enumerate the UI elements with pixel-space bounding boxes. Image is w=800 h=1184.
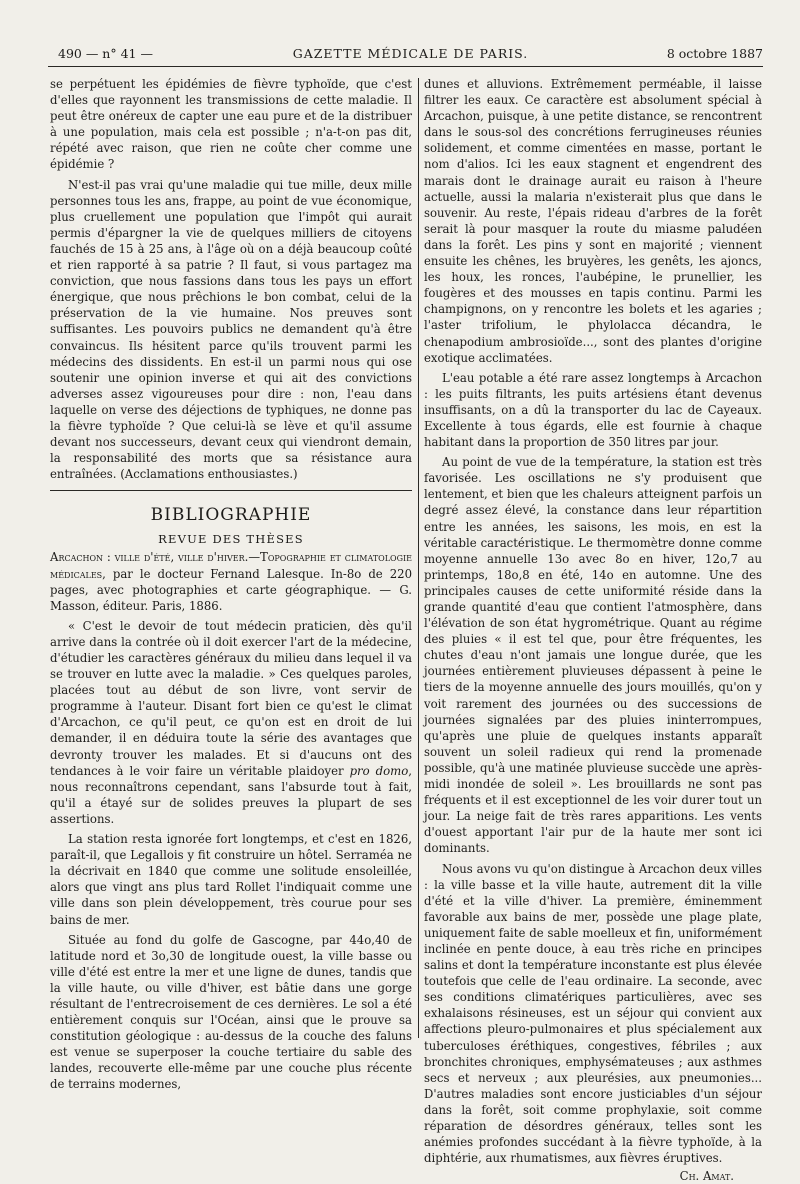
header-rule <box>48 66 763 67</box>
left-column <box>50 76 412 1093</box>
journal-title: GAZETTE MÉDICALE DE PARIS. <box>292 46 529 61</box>
reference-title: Arcachon : ville d'été, ville d'hiver.—Topographie et climatologie médicales, <box>50 550 412 581</box>
page-number: 490 — n° 41 — <box>58 46 153 61</box>
paragraph-italic: pro domo <box>349 763 409 778</box>
column-divider <box>418 78 419 1038</box>
paragraph-text: , nous reconnaîtrons cependant, sans l'absurde tout à fait, qu'il a étayé sur de solides preuves la plupart de ses assertions. <box>50 763 412 826</box>
paragraph: se perpétuent les épidémies de fièvre typhoïde, que c'est d'elles que rayonnent les transmissions de cette maladie. Il peut être onéreux de capter une eau pure et de la distribuer à une population, mais cela est possible ; n'a-t-on pas dit, répété avec raison, que rien ne coûte cher comme une épidémie ? <box>50 77 412 172</box>
paragraph: dunes et alluvions. Extrêmement perméable, il laisse filtrer les eaux. Ce caractère est absolument spécial à Arcachon, puisque, à une petite distance, se rencontrent dans le sous-sol des concrétions ferrugineuses réunies solidement, et comme cimentées en masse, portant le nom d'alios. Ici les eaux stagnent et engendrent des marais dont le drainage aurait eu raison à l'heure actuelle, aussi la malaria n'existerait plus que dans le souvenir. Au reste, l'épais rideau d'arbres de la forêt serait là pour masquer la route du miasme paludéen dans la forêt. Les pins y sont en majorité ; viennent ensuite les chênes, les bruyères, les genêts, les ajoncs, les houx, les ronces, l'aubépine, le prunellier, les fougères et des mousses en tapis continu. Parmi les champignons, on y rencontre les bolets et les agaries ; l'aster trifolium, le phylolacca décandra, le chenapodium ambrosioïde..., sont des plantes d'origine exotique acclimatées. <box>424 77 762 365</box>
page-header <box>58 44 763 66</box>
paragraph <box>50 618 412 827</box>
paragraph: Située au fond du golfe de Gascogne, par 44o,40 de latitude nord et 3o,30 de longitude ouest, la ville basse ou ville d'été est entre la mer et une ligne de dunes, tandis que la ville haute, ou ville d'hiver, est bâtie dans une gorge résultant de l'entrecroisement de ces dernières. Le sol a été entièrement conquis sur l'Océan, ainsi que le prouve sa constitution géologique : au-dessus de la couche des faluns est venue se superposer la couche tertiaire du sable des landes, recouverte elle-même par une couche plus récente de terrains modernes, <box>50 932 412 1092</box>
paragraph: N'est-il pas vrai qu'une maladie qui tue mille, deux mille personnes tous les ans, frappe, au point de vue économique, plus cruellement une population que l'impôt qui aurait permis d'épargner la vie de quelques milliers de citoyens fauchés de 15 à 25 ans, à l'âge où on a déjà beaucoup coûté et rien rapporté à sa patrie ? Il faut, si vous partagez ma conviction, que nous fassions dans tous les pays un effort énergique, que nous prêchions le bon combat, celui de la préservation de la vie humaine. Nos preuves sont suffisantes. Les pouvoirs publics ne demandent qu'à être convaincus. Ils hésitent parce qu'ils trouvent parmi les médecins des dissidents. En est-il un parmi nous qui ose soutenir une opinion inverse et qui ait des convictions adverses assez vigoureuses pour dire : non, l'eau dans laquelle on verse des déjections de typhiques, ne donne pas la fièvre typhoïde ? Que celui-là se lève et qu'il assume devant nos successeurs, devant ceux qui viendront demain, la responsabilité des morts que sa résistance aura entraînées. (Acclamations enthousiastes.) <box>50 177 412 482</box>
author-signature: Ch. Amat. <box>679 1169 734 1184</box>
paragraph-text: « C'est le devoir de tout médecin praticien, dès qu'il arrive dans la contrée où il doit exercer l'art de la médecine, d'étudier les caractères généraux du milieu dans lequel il va se trouver en lutte avec la maladie. » Ces quelques paroles, placées tout au début de son livre, vont servir de programme à l'auteur. Disant fort bien ce qu'est le climat d'Arcachon, ce qu'il peut, ce qu'on est en droit de lui demander, il en déduira toute la série des avantages que devronty trouver les malades. Et si d'aucuns ont des tendances à le voir faire un véritable plaidoyer <box>50 618 412 778</box>
paragraph: Nous avons vu qu'on distingue à Arcachon deux villes : la ville basse et la ville haute, autrement dit la ville d'été et la ville d'hiver. La première, éminemment favorable aux bains de mer, possède une plage plate, uniquement faite de sable moelleux et fin, uniformément inclinée en pente douce, à eau très riche en principes salins et dont la température inconstante est plus élevée toutefois que celle de l'eau ordinaire. La seconde, avec ses conditions climatériques particulières, avec ses exhalaisons résineuses, est un séjour qui convient aux affections pleuro-pulmonaires et plus spécialement aux tuberculoses éréthiques, congestives, fébriles ; aux bronchites chroniques, emphysémateuses ; aux asthmes secs et nerveux ; aux pleurésies, aux pneumonies... D'autres maladies sont encore justiciables d'un séjour dans la forêt, soit comme prophylaxie, soit comme réparation de désordres généraux, telles sont les anémies profondes succédant à la fièvre typhoïde, à la diphtérie, aux rhumatismes, aux fièvres éruptives. <box>424 861 762 1166</box>
right-column <box>424 76 762 1184</box>
reference-details: par le docteur Fernand Lalesque. In-8o de 220 pages, avec photographies et carte géographique. — G. Masson, éditeur. Paris, 1886. <box>50 566 413 613</box>
paragraph: L'eau potable a été rare assez longtemps à Arcachon : les puits filtrants, les puits artésiens étant devenus insuffisants, on a dû la transporter du lac de Cayeaux. Excellente à tous égards, elle est fournie à chaque habitant dans la proportion de 350 litres par jour. <box>424 370 762 450</box>
issue-date: 8 octobre 1887 <box>666 46 763 61</box>
section-subheading: REVUE DES THÈSES <box>158 532 304 547</box>
paragraph: La station resta ignorée fort longtemps, et c'est en 1826, paraît-il, que Legallois y fit construire un hôtel. Serraméa ne la décrivait en 1840 que comme une solitude ensoleillée, alors que vingt ans plus tard Rollet l'indiquait comme une ville dans son plein développement, très courue pour ses bains de mer. <box>50 832 412 927</box>
reference-entry <box>50 549 412 613</box>
bibliography-heading: BIBLIOGRAPHIE <box>150 505 312 526</box>
paragraph: Au point de vue de la température, la station est très favorisée. Les oscillations ne s'y produisent que lentement, et bien que les chaleurs atteignent parfois un degré assez élevé, la constance dans leur répartition entre les années, les saisons, les mois, en est la véritable caractéristique. Le thermomètre donne comme moyenne annuelle 13o avec 8o en hiver, 12o,7 au printemps, 18o,8 en été, 14o en automne. Une des principales causes de cette uniformité réside dans la grande quantité d'eau que contient l'atmosphère, dans l'élévation de son état hygrométrique. Quant au régime des pluies « il est tel que, pour être fréquentes, les chutes d'eau n'ont jamais une longue durée, que les journées entièrement pluvieuses dépassent à peine le tiers de la moyenne annuelle des jours mouillés, qu'on y voit rarement des journées ou des successions de journées signalées par des pluies ininterrompues, qu'après une pluie de quelques instants apparaît souvent un soleil radieux qui rend la promenade possible, qu'à une matinée pluvieuse succède une après-midi inondée de soleil ». Les brouillards ne sont pas fréquents et il est exceptionnel de les voir durer tout un jour. La neige fait de très rares apparitions. Les vents d'ouest apportant l'air pur de la haute mer sont ici dominants. <box>424 455 762 856</box>
section-rule <box>50 490 412 491</box>
